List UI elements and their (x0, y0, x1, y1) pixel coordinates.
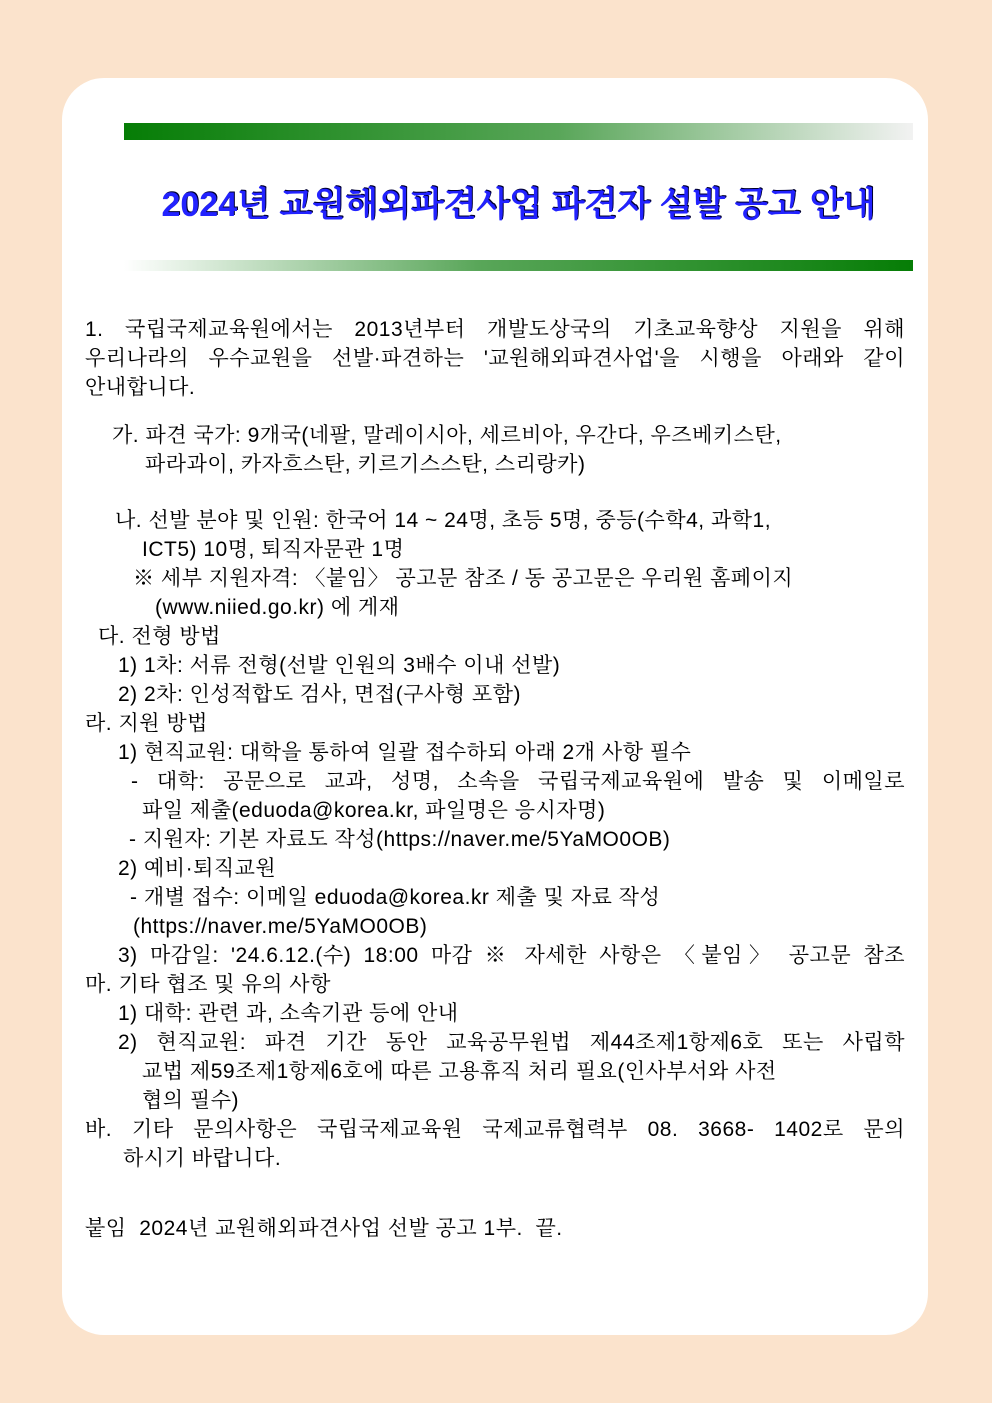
document-line: ※ 세부 지원자격: 〈붙임〉 공고문 참조 / 동 공고문은 우리원 홈페이지 (133, 567, 794, 590)
document-spacer (85, 479, 905, 506)
document-line: 협의 필수) (142, 1089, 239, 1112)
document-line: 다. 전형 방법 (98, 625, 221, 648)
document-line: 마. 기타 협조 및 유의 사항 (85, 973, 331, 996)
document-line: 2) 2차: 인성적합도 검사, 면접(구사형 포함) (118, 683, 521, 706)
header-top-gradient-bar (124, 123, 913, 140)
document-line: 하시기 바랍니다. (123, 1147, 282, 1170)
document-card (62, 78, 928, 1335)
document-line: (https://naver.me/5YaMO0OB) (133, 915, 428, 938)
document-line: 라. 지원 방법 (85, 712, 208, 735)
document-line: 1. 국립국제교육원에서는 2013년부터 개발도상국의 기초교육향상 지원을 위해 (85, 318, 905, 341)
document-line: 3) 마감일: '24.6.12.(수) 18:00 마감 ※ 자세한 사항은 〈붙임〉 공고문 참조 (118, 944, 905, 967)
document-line: 바. 기타 문의사항은 국립국제교육원 국제교류협력부 08. 3668- 1402로 문의 (85, 1118, 905, 1141)
document-line: - 대학: 공문으로 교과, 성명, 소속을 국립국제교육원에 발송 및 이메일로 (131, 770, 905, 793)
document-spacer (85, 402, 905, 421)
document-line: 나. 선발 분야 및 인원: 한국어 14 ~ 24명, 초등 5명, 중등(수학4, 과학1, (115, 509, 772, 532)
document-line: 붙임 2024년 교원해외파견사업 선발 공고 1부. 끝. (85, 1217, 563, 1240)
document-line: 2) 예비·퇴직교원 (118, 857, 277, 880)
document-line: 교법 제59조제1항제6호에 따른 고용휴직 처리 필요(인사부서와 사전 (142, 1060, 777, 1083)
document-line: 2) 현직교원: 파견 기간 동안 교육공무원법 제44조제1항제6호 또는 사립학 (118, 1031, 905, 1054)
document-line: 1) 현직교원: 대학을 통하여 일괄 접수하되 아래 2개 사항 필수 (118, 741, 692, 764)
document-title: 2024년 교원해외파견사업 파견자 설발 공고 안내 (161, 186, 876, 224)
document-line: 우리나라의 우수교원을 선발·파견하는 '교원해외파견사업'을 시행을 아래와 같이 (85, 347, 905, 370)
header-bottom-gradient-bar (124, 260, 913, 271)
document-line: 파일 제출(eduoda@korea.kr, 파일명은 응시자명) (142, 799, 606, 822)
document-line: 가. 파견 국가: 9개국(네팔, 말레이시아, 세르비아, 우간다, 우즈베키스탄, (112, 424, 782, 447)
document-line: 안내합니다. (85, 376, 196, 399)
document-spacer (85, 1173, 905, 1214)
document-line: - 개별 접수: 이메일 eduoda@korea.kr 제출 및 자료 작성 (130, 886, 661, 909)
document-line: ICT5) 10명, 퇴직자문관 1명 (142, 538, 405, 561)
document-line: (www.niied.go.kr) 에 게재 (155, 596, 400, 619)
document-body (62, 315, 928, 1243)
document-line: 1) 1차: 서류 전형(선발 인원의 3배수 이내 선발) (118, 654, 561, 677)
document-line: 1) 대학: 관련 과, 소속기관 등에 안내 (118, 1002, 459, 1025)
document-line: - 지원자: 기본 자료도 작성(https://naver.me/5YaMO0OB) (129, 828, 671, 851)
document-line: 파라과이, 카자흐스탄, 키르기스스탄, 스리랑카) (145, 453, 586, 476)
